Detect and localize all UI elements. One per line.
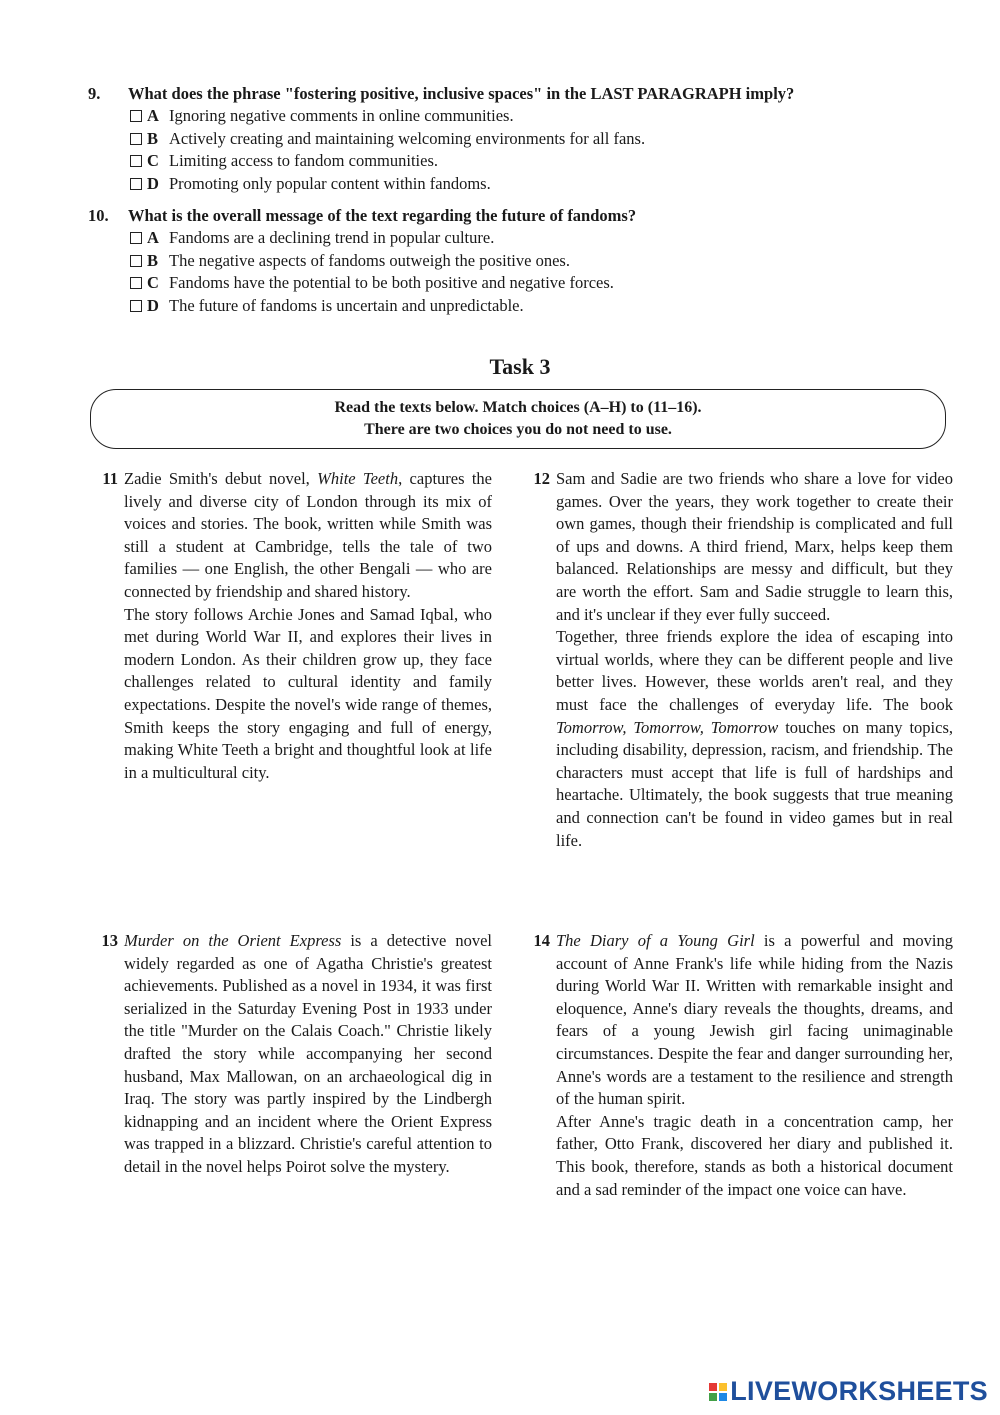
paragraph bbox=[556, 930, 953, 1111]
text-13 bbox=[96, 930, 492, 1179]
logo-square bbox=[709, 1393, 717, 1401]
q9-option-c bbox=[130, 150, 968, 173]
logo-square bbox=[719, 1383, 727, 1391]
question-9 bbox=[88, 83, 968, 195]
text-body bbox=[124, 468, 492, 784]
option-text: The negative aspects of fandoms outweigh the positive ones. bbox=[169, 250, 570, 270]
logo-text: LIVEWORKSHEETS bbox=[730, 1376, 988, 1406]
text-run: is a powerful and moving account of Anne Frank's life while hiding from the Nazis during World War II. Written with remarkable insight and eloquence, Anne's diary reveals the thoughts, dreams, and fears of a young Jewish girl facing unimaginable circumstances. Despite the fear and danger surrounding her, Anne's words are a testament to the resilience and strength of the human spirit. bbox=[556, 931, 954, 1109]
book-title: The Diary of a Young Girl bbox=[556, 931, 755, 950]
question-text: What does the phrase "fostering positive, inclusive spaces" in the LAST PARAGRAPH imply? bbox=[128, 84, 795, 103]
liveworksheets-logo bbox=[709, 1376, 988, 1407]
option-text: Ignoring negative comments in online communities. bbox=[169, 106, 514, 125]
text-number: 14 bbox=[533, 931, 550, 950]
q9-option-b bbox=[130, 128, 968, 151]
task-instructions bbox=[90, 389, 946, 449]
option-letter: C bbox=[147, 273, 159, 292]
text-run: Together, three friends explore the idea of escaping into virtual worlds, where they can be different people and live better lives. However, these worlds aren't real, and they must face the challenges of everyday life. The book bbox=[556, 627, 953, 714]
text-body bbox=[124, 930, 492, 1179]
text-body bbox=[556, 930, 953, 1201]
paragraph bbox=[124, 604, 492, 785]
task-title: Task 3 bbox=[489, 354, 551, 379]
book-title: Tomorrow, Tomorrow, Tomorrow bbox=[556, 717, 779, 737]
paragraph bbox=[556, 1111, 953, 1201]
text-run: The story follows Archie Jones and Samad Iqbal, who met during World War II, and explores their lives in modern London. As their children grow up, they face challenges related to cultural identity and family expectations. Despite the novel's wide range of themes, Smith keeps the story engaging and full of energy, making White Teeth a bright and thoughtful look at life in a multicultural city. bbox=[124, 604, 492, 782]
text-run: After Anne's tragic death in a concentration camp, her father, Otto Frank, discovered her diary and published it. This book, therefore, stands as both a historical document and a sad reminder of the impact one voice can have. bbox=[556, 1111, 953, 1199]
paragraph bbox=[124, 468, 492, 604]
q10-checkbox-c[interactable] bbox=[130, 277, 142, 289]
q9-checkbox-a[interactable] bbox=[130, 110, 142, 122]
text-run: is a detective novel widely regarded as one of Agatha Christie's greatest achievements. Published as a novel in 1934, it was first serialized in the Saturday Evening Post in 1933 under the title "Murder on the Calais Coach." Christie likely drafted the story while accompanying her second husband, Max Mallowan, on an archaeological dig in Iraq. The story was partly inspired by the Lindbergh kidnapping and an incident where the Orient Express was trapped in a blizzard. Christie's careful attention to detail in the novel helps Poirot solve the mystery. bbox=[124, 931, 492, 1176]
option-letter: D bbox=[147, 173, 159, 193]
text-14 bbox=[528, 930, 953, 1201]
q10-option-c bbox=[130, 272, 968, 295]
q10-checkbox-a[interactable] bbox=[130, 232, 142, 244]
q10-checkbox-b[interactable] bbox=[130, 255, 142, 267]
paragraph bbox=[556, 626, 953, 852]
q9-option-a bbox=[130, 105, 968, 128]
paragraph bbox=[124, 930, 492, 1179]
question-text: What is the overall message of the text regarding the future of fandoms? bbox=[128, 206, 637, 225]
text-number: 13 bbox=[101, 931, 118, 950]
logo-square bbox=[709, 1383, 717, 1391]
instruction-line-1: Read the texts below. Match choices (A–H) to (11–16). bbox=[334, 399, 702, 416]
option-text: Fandoms have the potential to be both positive and negative forces. bbox=[169, 273, 614, 292]
instruction-line-2: There are two choices you do not need to use. bbox=[364, 421, 672, 438]
paragraph bbox=[556, 468, 953, 626]
logo-square bbox=[719, 1393, 727, 1401]
text-number: 11 bbox=[102, 469, 118, 488]
q10-option-b bbox=[130, 250, 968, 273]
option-text: Fandoms are a declining trend in popular culture. bbox=[169, 228, 495, 247]
text-body bbox=[556, 468, 953, 852]
book-title: Murder on the Orient Express bbox=[124, 931, 342, 950]
text-number: 12 bbox=[533, 469, 550, 488]
text-run: touches on many topics, including disability, depression, racism, and friendship. The characters must accept that life is full of hardships and heartache. Ultimately, the book suggests that true meaning and connection can't be found in video games but in real life. bbox=[556, 717, 953, 850]
question-9-prompt bbox=[88, 83, 968, 105]
book-title: White Teeth bbox=[317, 469, 399, 488]
q9-checkbox-b[interactable] bbox=[130, 133, 142, 145]
option-letter: B bbox=[147, 128, 159, 148]
question-number: 9. bbox=[88, 84, 101, 103]
question-10 bbox=[88, 205, 968, 317]
text-run: Sam and Sadie are two friends who share a love for video games. Over the years, they work together to create their own games, though their friendship is complicated and full of ups and downs. A third friend, Marx, helps keep them balanced. Relationships are messy and difficult, but they are worth the effort. Sam and Sadie struggle to learn this, and it's unclear if they ever fully succeed. bbox=[556, 469, 953, 624]
q10-option-a bbox=[130, 227, 968, 250]
logo-squares-icon bbox=[709, 1383, 727, 1401]
question-10-prompt bbox=[88, 205, 968, 227]
option-letter: B bbox=[147, 250, 159, 270]
option-letter: D bbox=[147, 295, 159, 315]
question-number: 10. bbox=[88, 206, 109, 225]
text-11 bbox=[96, 468, 492, 784]
option-letter: C bbox=[147, 151, 159, 170]
option-text: Promoting only popular content within fandoms. bbox=[169, 173, 491, 193]
q9-checkbox-c[interactable] bbox=[130, 155, 142, 167]
option-letter: A bbox=[147, 106, 159, 125]
text-run: , captures the lively and diverse city of London through its mix of voices and stories. The book, written while Smith was still a student at Cambridge, tells the tale of two families — one English, the other Bengali — who are connected by friendship and shared history. bbox=[124, 469, 492, 601]
q10-checkbox-d[interactable] bbox=[130, 300, 142, 312]
q9-option-d bbox=[130, 173, 968, 196]
option-text: The future of fandoms is uncertain and unpredictable. bbox=[169, 295, 524, 315]
text-run: Zadie Smith's debut novel, bbox=[124, 469, 318, 488]
option-letter: A bbox=[147, 228, 159, 247]
text-12 bbox=[528, 468, 953, 852]
option-text: Limiting access to fandom communities. bbox=[169, 151, 438, 170]
q10-option-d bbox=[130, 295, 968, 318]
option-text: Actively creating and maintaining welcoming environments for all fans. bbox=[169, 128, 646, 148]
q9-checkbox-d[interactable] bbox=[130, 178, 142, 190]
